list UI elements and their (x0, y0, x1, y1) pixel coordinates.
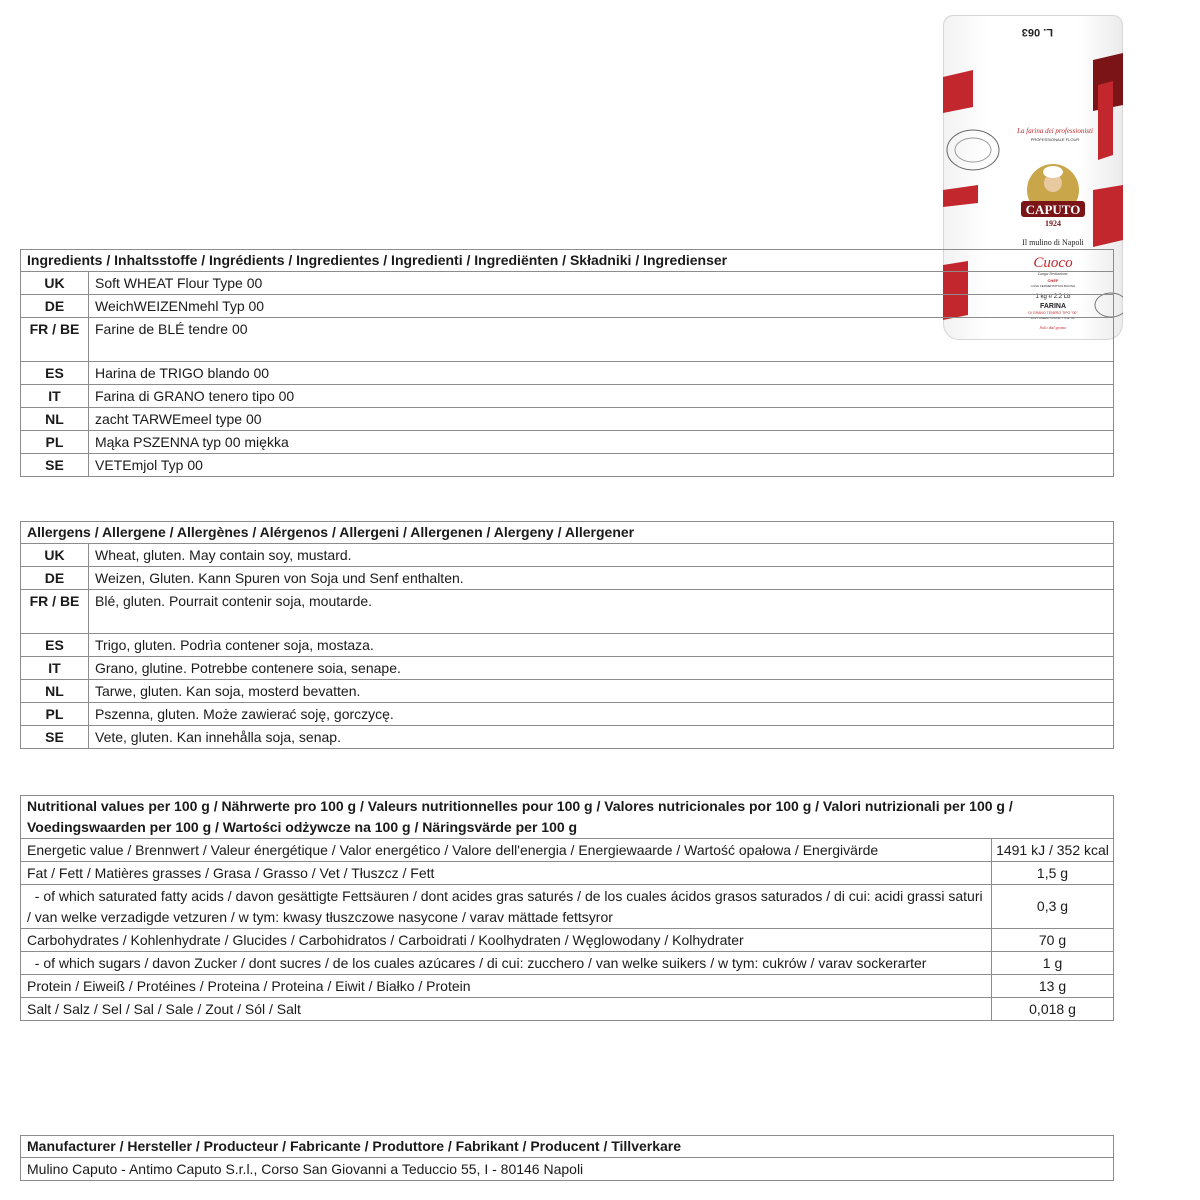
chef-sub: LONG FERMENTATION BAKING (1030, 284, 1076, 288)
country-code: DE (21, 567, 89, 590)
ingredient-text: Mąka PSZENNA typ 00 miękka (89, 431, 1114, 454)
country-code: SE (21, 726, 89, 749)
table-row (21, 431, 1114, 454)
country-code: ES (21, 634, 89, 657)
country-code: IT (21, 385, 89, 408)
table-row (21, 998, 1114, 1021)
allergen-text: Tarwe, gluten. Kan soja, mosterd bevatten. (89, 680, 1114, 703)
table-row (21, 408, 1114, 431)
country-code: FR / BE (21, 590, 89, 634)
solo-dal-grano: Solo dal grano (1039, 325, 1067, 330)
ingredient-text: Soft WHEAT Flour Type 00 (89, 272, 1114, 295)
country-code: PL (21, 431, 89, 454)
farina-sub2: SOFT WHEAT FLOUR TYPE "00" (1030, 316, 1076, 320)
red-stripe (943, 70, 973, 113)
nutrition-table (20, 795, 1114, 1021)
ingredients-header: Ingredients / Inhaltsstoffe / Ingrédients / Ingredientes / Ingredienti / Ingrediënten / Składniki / Ingredienser (21, 250, 1114, 272)
table-row (21, 272, 1114, 295)
ingredients-table (20, 249, 1114, 477)
table-row (21, 952, 1114, 975)
manufacturer-header: Manufacturer / Hersteller / Producteur / Fabricante / Produttore / Fabrikant / Producent / Tillverkare (21, 1136, 1114, 1158)
nutrient-value: 1 g (992, 952, 1114, 975)
table-row (21, 567, 1114, 590)
table-row (21, 590, 1114, 634)
nutrition-header: Nutritional values per 100 g / Nährwerte pro 100 g / Valeurs nutritionnelles pour 100 g / Valores nutricionales por 100 g / Valori nutrizionali per 100 g / Voedingswaarden per 100 g / Wartości odżywcze na 100 g / Näringsvärde per 100 g (21, 796, 1114, 839)
allergen-text: Grano, glutine. Potrebbe contenere soia, senape. (89, 657, 1114, 680)
country-code: NL (21, 408, 89, 431)
ingredient-text: Farine de BLÉ tendre 00 (89, 318, 1114, 362)
ingredient-text: zacht TARWEmeel type 00 (89, 408, 1114, 431)
manufacturer-table (20, 1135, 1114, 1181)
table-row (21, 657, 1114, 680)
table-row (21, 975, 1114, 998)
nutrient-label: Salt / Salz / Sel / Sal / Sale / Zout / Sól / Salt (21, 998, 992, 1021)
chef-label: CHEF (1047, 278, 1059, 283)
table-row (21, 634, 1114, 657)
product-name-sub: Lunga lievitazione (1038, 271, 1068, 276)
red-stripe (1098, 81, 1113, 160)
table-row (21, 318, 1114, 362)
nutrient-label: Fat / Fett / Matières grasses / Grasa / Grasso / Vet / Tłuszcz / Fett (21, 862, 992, 885)
table-row (21, 295, 1114, 318)
country-code: DE (21, 295, 89, 318)
tagline: La farina dei professionisti (1017, 127, 1093, 135)
allergens-header: Allergens / Allergene / Allergènes / Alérgenos / Allergeni / Allergenen / Alergeny / Allergener (21, 522, 1114, 544)
table-row (21, 703, 1114, 726)
country-code: NL (21, 680, 89, 703)
ingredient-text: Farina di GRANO tenero tipo 00 (89, 385, 1114, 408)
country-code: UK (21, 544, 89, 567)
nutrient-label: Protein / Eiweiß / Protéines / Proteina / Proteina / Eiwit / Białko / Protein (21, 975, 992, 998)
chef-hat-icon (1043, 166, 1063, 178)
country-code: PL (21, 703, 89, 726)
red-stripe (943, 185, 978, 207)
table-row (21, 544, 1114, 567)
table-row (21, 362, 1114, 385)
allergen-text: Vete, gluten. Kan innehålla soja, senap. (89, 726, 1114, 749)
nutrient-value: 1491 kJ / 352 kcal (992, 839, 1114, 862)
country-code: UK (21, 272, 89, 295)
country-code: IT (21, 657, 89, 680)
table-row (21, 1158, 1114, 1181)
table-row (21, 885, 1114, 929)
red-stripe (1093, 185, 1123, 247)
nutrient-label: Energetic value / Brennwert / Valeur énergétique / Valor energético / Valore dell'energia / Energiewaarde / Wartość opałowa / Energivärde (21, 839, 992, 862)
nutrient-value: 0,018 g (992, 998, 1114, 1021)
ingredient-text: WeichWEIZENmehl Typ 00 (89, 295, 1114, 318)
allergen-text: Weizen, Gluten. Kann Spuren von Soja und Senf enthalten. (89, 567, 1114, 590)
table-row (21, 680, 1114, 703)
nutrient-value: 1,5 g (992, 862, 1114, 885)
allergen-text: Wheat, gluten. May contain soy, mustard. (89, 544, 1114, 567)
nutrient-value: 0,3 g (992, 885, 1114, 929)
country-code: ES (21, 362, 89, 385)
nutrient-value: 13 g (992, 975, 1114, 998)
allergen-text: Pszenna, gluten. Może zawierać soję, gorczycę. (89, 703, 1114, 726)
table-row (21, 454, 1114, 477)
pizza-illustration (955, 138, 991, 162)
allergens-table (20, 521, 1114, 749)
nutrient-label: Carbohydrates / Kohlenhydrate / Glucides / Carbohidratos / Carboidrati / Koolhydraten / Węglowodany / Kolhydrater (21, 929, 992, 952)
tagline-sub: PROFESSIONALE FLOUR (1030, 137, 1080, 142)
lot-number: L. 063 (1021, 26, 1053, 38)
table-row (21, 929, 1114, 952)
brand-year: 1924 (1045, 219, 1061, 228)
nutrient-label: - of which saturated fatty acids / davon gesättigte Fettsäuren / dont acides gras saturés / de los cuales ácidos grasos saturados / di cui: acidi grassi saturi / van welke verzadigde vetzuren / w tym: kwasy tłuszczowe nasycone / varav mättade fettsyror (21, 885, 992, 929)
allergen-text: Blé, gluten. Pourrait contenir soja, moutarde. (89, 590, 1114, 634)
farina-sub: DI GRANO TENERO TIPO "00" (1028, 311, 1078, 315)
table-row (21, 726, 1114, 749)
ingredient-text: VETEmjol Typ 00 (89, 454, 1114, 477)
farina-label: FARINA (1039, 303, 1067, 310)
brand-name: CAPUTO (1025, 202, 1081, 217)
table-row (21, 862, 1114, 885)
table-row (21, 839, 1114, 862)
nutrient-value: 70 g (992, 929, 1114, 952)
table-row (21, 385, 1114, 408)
manufacturer-address: Mulino Caputo - Antimo Caputo S.r.l., Corso San Giovanni a Teduccio 55, I - 80146 Napoli (21, 1158, 1114, 1181)
ingredient-text: Harina de TRIGO blando 00 (89, 362, 1114, 385)
weight: 1 kg ℮ 2.2 Lb (1035, 294, 1071, 300)
nutrient-label: - of which sugars / davon Zucker / dont sucres / de los cuales azúcares / di cui: zucchero / van welke suikers / w tym: cukrów / varav sockerarter (21, 952, 992, 975)
mill-name: Il mulino di Napoli (1022, 238, 1084, 247)
product-name: Cuoco (1033, 255, 1073, 271)
country-code: SE (21, 454, 89, 477)
country-code: FR / BE (21, 318, 89, 362)
allergen-text: Trigo, gluten. Podrìa contener soja, mostaza. (89, 634, 1114, 657)
